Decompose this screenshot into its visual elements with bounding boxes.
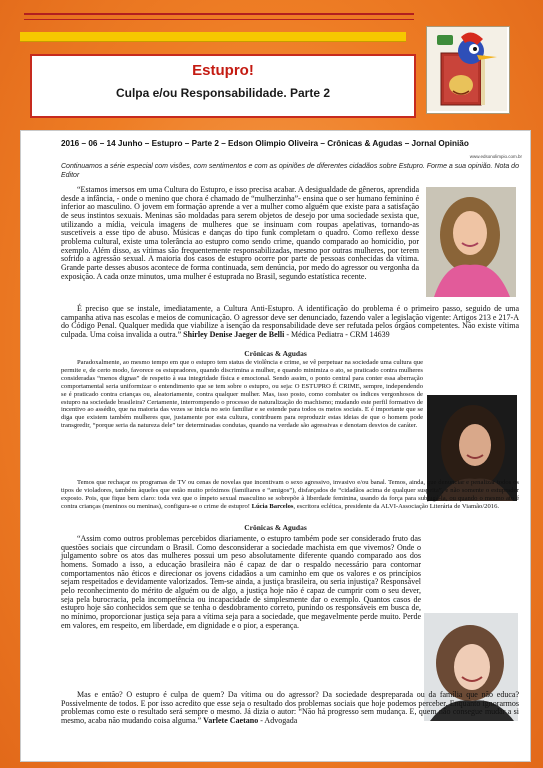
opinion-1-paragraph-1 xyxy=(61,186,419,281)
top-rule-thin xyxy=(24,19,414,20)
woodpecker-logo-icon xyxy=(427,27,507,111)
author-role: , escritora eclética, presidente da ALVI-Associação Literária de Viamão/2016. xyxy=(293,502,500,510)
accent-bar xyxy=(20,32,406,42)
author-name: Shirley Denise Jaeger de Belli xyxy=(183,329,285,339)
article-headline: 2016 – 06 – 14 Junho – Estupro – Parte 2 – Edson Olimpio Oliveira – Crônicas & Agudas – Jornal Opinião xyxy=(61,139,469,148)
site-url: www.edsonolimpio.com.br xyxy=(469,154,522,159)
opinion-2-paragraph-2 xyxy=(61,479,519,511)
article-panel xyxy=(20,130,531,762)
title-box xyxy=(30,54,416,118)
paragraph-text: É preciso que se instale, imediatamente, a Cultura Anti-Estupro. A identificação do problema é o primeiro passo, seguido de uma campanha ativa nas escolas e meios de comunicação. O agressor deve ser denunciado, fazendo valer a legislação vigente: Artigos 213 e 217-A do Código Penal. Qualquer medida que viabilize a isenção da responsabilidade deve ser refutada pelos órgãos competentes. Não existe vítima culpada. Uma coisa invalida a outra.” xyxy=(61,304,519,339)
author-name: Varlete Caetano xyxy=(203,715,259,725)
author-role: - Advogada xyxy=(258,715,298,725)
author-name: Lúcia Barcelos xyxy=(251,502,294,510)
top-rule xyxy=(24,13,414,15)
paragraph-text: Paradoxalmente, ao mesmo tempo em que o estupro tem status de violência e crime, se vê perpetuar na sociedade uma cultura que permite e, de certo modo, favorece os estupradores, quando discrimina a mulher, e quando minimiza o ato, se praticado contra mulheres consideradas “menos dignas” de respeito à sua integridade física e emocional. Sendo assim, o ponto central para conter essa aberração comportamental seria uniformizar o entendimento que se tem sobre o estupro, ou seja: O ESTUPRO É CRIME, sempre, independendo se é praticado contra crianças ou, aleatoriamente, contra qualquer mulher. Mas, isso posto, como combater os índices vergonhosos de estupro na sociedade brasileira? Certamente, interrompendo o processo de naturalização do machismo; mudando este perfil formativo de incentivo ao assédio, que na maioria das vezes se inicia no seio familiar e se estende para todos os meios sociais. E é importante que se diga que existem também mulheres que, justamente por esta cultura, contribuem para reproduzir estas ideias de que o homem pode transgredir, “porque seria da natureza dele” ter determinadas condutas, quando na verdade são agressivas e denotam desvios de caráter. xyxy=(61,359,423,430)
opinion-1-paragraph-2 xyxy=(61,305,519,340)
page-subtitle: Culpa e/ou Responsabilidade. Parte 2 xyxy=(115,86,331,100)
paragraph-text: “Estamos imersos em uma Cultura do Estupro, e isso precisa acabar. A desigualdade de gêneros, aprendida desde a infância, - onde o menino que chora é chamado de “mulherzinha”- ensina que o ser humano feminino é inferior ao masculino. O jovem em formação aprende a ver a mulher como alguém que existe para a satisfação de seus instintos sexuais. Meninas são moldadas para serem objetos de desejo por uma sociedade sexista que, utilizando a mídia, veicula imagens de mulheres que se insinuam com roupas apelativas, tornando-as suscetíveis a esse tipo de abuso. Músicas e danças do tipo funk completam o quadro. Como reflexo desse problema cultural, existe uma tolerância ao estupro como sendo crime, quando comparado ao homicídio, por exemplo. Além disso, as vítimas são frequentemente responsabilizadas, mesmo por outras mulheres, por terem sofrido a agressão sexual. A maioria dos casos de estupro ocorre por parte de pessoas conhecidas da vítima. Grande parte desses abusos acontece de forma continuada, sem denúncia, por medo do agressor ou vergonha da exposição. A cada onze minutos, uma mulher é estuprada no Brasil, segundo estatística recente. xyxy=(61,185,419,281)
opinion-2-paragraph-1 xyxy=(61,359,423,430)
editor-note: Continuamos a série especial com visões, com sentimentos e com as opiniões de diferentes cidadãos sobre Estupro. Forme a sua opinião. Nota do Editor xyxy=(61,163,519,179)
section-heading: Crônicas & Agudas xyxy=(244,523,307,532)
photo-shirley xyxy=(426,187,516,297)
paragraph-text: “Assim como outros problemas percebidos diariamente, o estupro também pode ser considerado fruto das questões sociais que circundam o Brasil. Como desconsiderar a sociedade machista em que vivemos? Onde o julgamento sobre os atos das mulheres possui um peso absolutamente diferente quando comparado aos dos homens. Somado a isso, a educação brasileira não é capaz de dar o respaldo necessário para contornar comportamentos não éticos e direcionar os jovens cidadãos a um caminho em que os valores e os princípios sejam respeitados e devidamente valorizados. Tem-se ainda, a justiça brasileira, ou seria injustiça? Responsável pelo reconhecimento do mérito de alguém ou de algo, a justiça hoje não é capaz de cumprir com o seu dever, seja pela burocracia, pela incompetência ou incapacidade de simplesmente dar o exemplo. Quantos casos de estupro hoje são conhecidos sem que se tenha o desdobramento correto, punindo os responsáveis em busca de, no mínimo, proporcionar justiça seja para a vítima seja para a sociedade, que megavelmente perde muito. Perde em valores, em respeito, em liberdade, em dignidade e o pior, a esperança. xyxy=(61,534,421,630)
page-title: Estupro! xyxy=(192,62,254,79)
paragraph-text: Mas e então? O estupro é culpa de quem? Da vítima ou do agressor? Da sociedade despreparada ou da família que não educa? Possivelmente de todos. E por isso acredito que esse seja o resultado dos problemas sociais que hoje podemos perceber. Enquanto ignorarmos problemas como este o resultado será sempre o mesmo. Já dizia o autor: “Não há progresso sem mudança. E, quem não consegue mudar a si mesmo, acaba não mudando coisa alguma.” xyxy=(61,690,519,725)
paragraph-text: Temos que rechaçar os programas de TV ou cenas de novelas que incentivam o sexo agressivo, invasivo e/ou banal. Temos, ainda, que denunciar e penalizar todos os tipos de violadores, também àqueles que estão muito próximos (familiares e “amigos”), disfarçados de “cidadãos acima de qualquer suspeita”, e não somente o estuprador exposto. Pois, que fique bem claro: toda vez que o ímpeto sexual masculino se sobrepõe à liberdade feminina, usando da força para subjugá-la, ou quando o mesmo ato é contra crianças (meninos ou meninas), configura-se o crime de estupro! xyxy=(61,479,519,510)
book-cover-logo xyxy=(426,26,510,114)
author-role: - Médica Pediatra - CRM 14639 xyxy=(284,329,390,339)
opinion-3-paragraph-2 xyxy=(61,691,519,726)
section-heading: Crônicas & Agudas xyxy=(244,349,307,358)
